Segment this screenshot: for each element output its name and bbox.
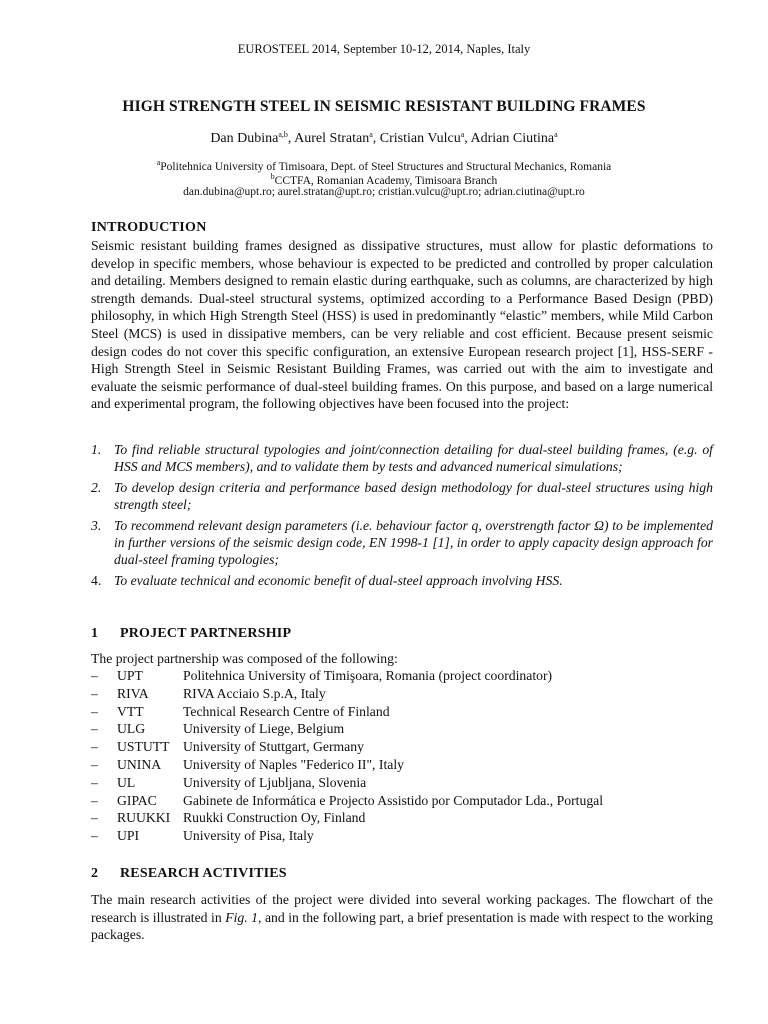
- list-item: 3. To recommend relevant design parameters (i.e. behaviour factor q, overstrength factor Ω) to be implemented in further versions of the seismic design code, EN 1998-1 [1], in order to apply capacity design approach for dual-steel framing typologies;: [91, 517, 713, 568]
- introduction-paragraph: Seismic resistant building frames designed as dissipative structures, must allow for plastic deformations to develop in specific members, whose behaviour is expected to be predicted and controlled by proper calculation and detailing. Members designed to remain elastic during earthquake, such as columns, are characterized by high strength demands. Dual-steel structural systems, optimized according to a Performance Based Design (PBD) philosophy, in which High Strength Steel (HSS) is used in predominantly “elastic” members, while Mild Carbon Steel (MCS) is used in dissipative members, can be very reliable and cost efficient. Because present seismic design codes do not cover this specific configuration, an extensive European research project [1], HSS-SERF - High Strength Steel in Seismic Resistant Building Frames, was carried out with the aim to investigate and evaluate the seismic performance of dual-steel building frames. On this purpose, and based on a large numerical and experimental program, the following objectives have been focused into the project:: [91, 238, 713, 412]
- list-item: – RIVA RIVA Acciaio S.p.A, Italy: [91, 685, 326, 701]
- author: Dan Dubina$^{a,b}$,: [210, 130, 295, 146]
- introduction-heading: INTRODUCTION: [91, 220, 207, 235]
- section-heading-research: 2 RESEARCH ACTIVITIES: [91, 866, 287, 881]
- author: Adrian Ciutina$^a$: [470, 130, 558, 146]
- author: Cristian Vulcu$^a$,: [379, 130, 471, 146]
- paper-title: HIGH STRENGTH STEEL IN SEISMIC RESISTANT BUILDING FRAMES: [122, 98, 646, 115]
- list-item: 1. To find reliable structural typologies and joint/connection detailing for dual-steel building frames, (e.g. of HSS and MCS members), and to validate them by tests and advanced numerical simulations;: [91, 442, 713, 475]
- conference-header: EUROSTEEL 2014, September 10-12, 2014, Naples, Italy: [237, 42, 531, 56]
- author-emails: dan.dubina@upt.ro; aurel.stratan@upt.ro; cristian.vulcu@upt.ro; adrian.ciutina@upt.ro: [183, 186, 585, 198]
- partnership-lead: The project partnership was composed of the following:: [91, 651, 398, 666]
- list-item: – UL University of Ljubljana, Slovenia: [91, 774, 367, 790]
- list-item: – UPI University of Pisa, Italy: [91, 828, 314, 844]
- section-heading-partnership: 1 PROJECT PARTNERSHIP: [91, 626, 292, 641]
- author: Aurel Stratan$^a$,: [294, 130, 380, 146]
- list-item: 2. To develop design criteria and performance based design methodology for dual-steel structures using high strength steel;: [91, 479, 713, 513]
- author-list: [0, 130, 768, 147]
- objectives-list: [91, 441, 713, 592]
- list-item: – VTT Technical Research Centre of Finland: [91, 703, 390, 719]
- figure-reference: Fig. 1: [225, 909, 258, 925]
- list-item: – UPT Politehnica University of Timişoara, Romania (project coordinator): [91, 668, 553, 683]
- list-item: 4. To evaluate technical and economic benefit of dual-steel approach involving HSS.: [91, 572, 563, 588]
- affiliation: $^a$Politehnica University of Timisoara, Dept. of Steel Structures and Structural Mechanics, Romania: [156, 158, 612, 173]
- partner-list: [91, 667, 713, 845]
- list-item: – UNINA University of Naples "Federico II", Italy: [91, 756, 404, 772]
- list-item: – USTUTT University of Stuttgart, Germany: [91, 739, 364, 755]
- list-item: – ULG University of Liege, Belgium: [91, 721, 345, 737]
- list-item: – GIPAC Gabinete de Informática e Projecto Assistido por Computador Lda., Portugal: [91, 792, 604, 808]
- research-paragraph: The main research activities of the project were divided into several working packages. The flowchart of the research is illustrated in Fig. 1, and in the following part, a brief presentation is made with respect to the working packages.: [91, 892, 713, 943]
- list-item: – RUUKKI Ruukki Construction Oy, Finland: [91, 810, 366, 826]
- affiliation: $^b$CCTFA, Romanian Academy, Timisoara Branch: [270, 172, 498, 187]
